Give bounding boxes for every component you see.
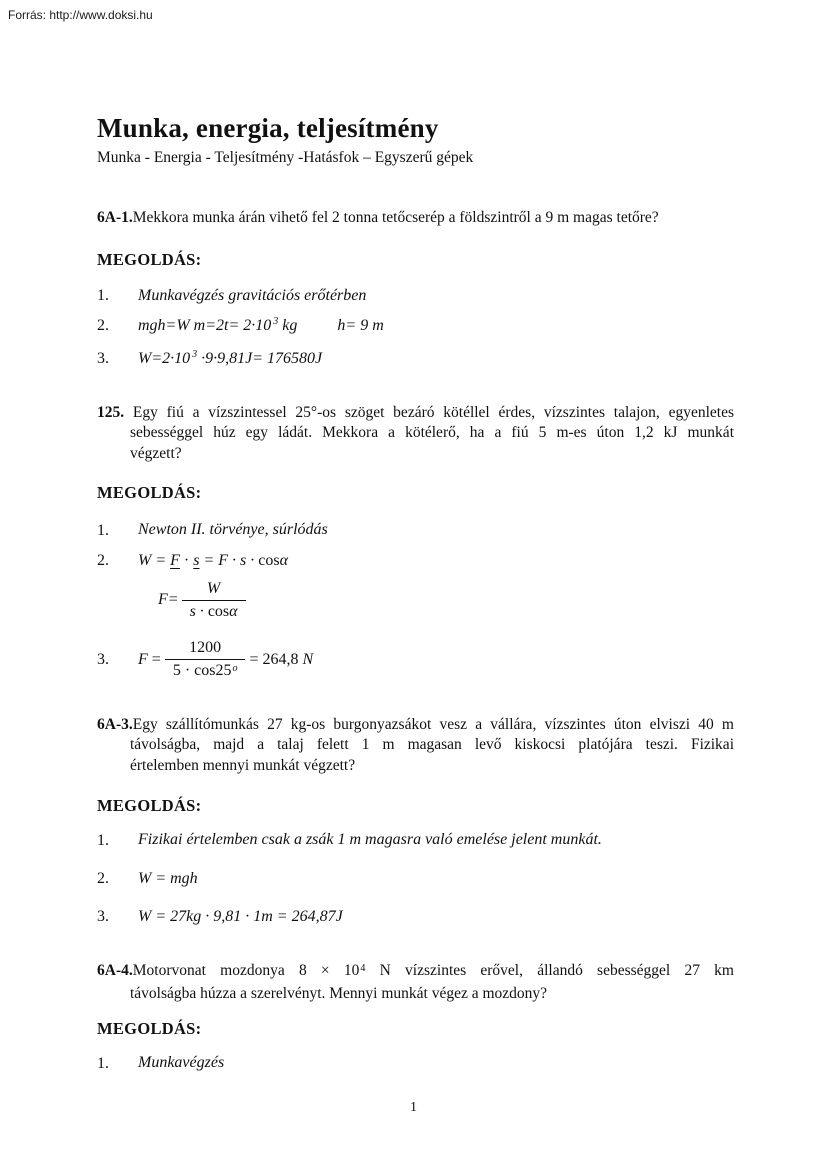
step-number: 3.: [97, 651, 109, 669]
problem-6a3-line-1: [97, 715, 734, 736]
equals-sign: =: [151, 651, 161, 669]
problem-6a4-label: 6A-4.: [97, 962, 133, 980]
solution-2-step-2: [97, 551, 734, 571]
formula-mgh: mgh=W m=2t= 2·10: [138, 316, 272, 334]
den-cos25: 5 · cos25: [172, 661, 232, 679]
fraction-denominator: [165, 660, 246, 683]
step-number: 2.: [97, 551, 109, 569]
step-number: 1.: [97, 521, 109, 539]
fraction: [182, 579, 246, 622]
problem-6a4-line-2: távolságba húzza a szerelvényt. Mennyi munkát végez a mozdony?: [130, 984, 548, 1002]
problem-125-question-l1: Egy fiú a vízszintessel 25°-os szöget bezáró kötéllel érdes, vízszintes talajon, egyenletes: [132, 403, 734, 421]
problem-6a4: [97, 961, 734, 1004]
solution-heading-4: MEGOLDÁS:: [97, 1019, 202, 1039]
solution-heading-2: MEGOLDÁS:: [97, 483, 202, 503]
step-number: 1.: [97, 831, 109, 849]
alpha-symbol: α: [229, 602, 238, 620]
exponent: 3: [273, 315, 279, 327]
problem-6a3-line-2: távolságba, majd a talaj felett 1 m magasan levő kiskocsi platójára teszi. Fizikai: [130, 736, 734, 754]
page-subtitle: Munka - Energia - Teljesítmény -Hatásfok – Egyszerű gépek: [97, 149, 474, 166]
step-number: 3.: [97, 908, 109, 926]
problem-6a3: [97, 715, 734, 777]
solution-3-step-2: [97, 869, 734, 889]
force-symbol: F: [138, 651, 148, 669]
problem-6a1: [97, 208, 734, 229]
problem-6a4-question-l1b: N vízszintes erővel, állandó sebességgel 27 km: [365, 962, 734, 980]
step-text: Munkavégzés: [138, 1054, 225, 1072]
solution-heading-3: MEGOLDÁS:: [97, 796, 202, 816]
step-number: 2.: [97, 317, 109, 335]
step-number: 2.: [97, 870, 109, 888]
newton-unit: N: [302, 651, 314, 669]
step-text: Munkavégzés gravitációs erőtérben: [138, 286, 367, 304]
problem-6a1-label: 6A-1.: [97, 209, 133, 226]
fraction-lhs: F=: [158, 591, 179, 609]
solution-1-step-2: [97, 316, 734, 338]
fraction: [165, 638, 246, 683]
solution-2-step-3: [97, 638, 734, 683]
formula-w-result: W = 27kg · 9,81 · 1m = 264,87J: [138, 908, 343, 926]
solution-2-step-1: [97, 520, 734, 540]
problem-6a4-line-1: [97, 961, 734, 984]
formula-force-fraction: [97, 579, 734, 622]
problem-125-label: 125.: [97, 403, 125, 421]
formula-work-b: ·9·9,81J= 176580J: [197, 349, 323, 367]
problem-6a4-question-l1a: Motorvonat mozdonya 8 × 10: [132, 962, 360, 980]
step-number: 1.: [97, 286, 109, 304]
result-value: = 264,8: [249, 651, 299, 669]
problem-6a3-line-3: értelemben mennyi munkát végzett?: [130, 756, 356, 774]
step-number: 3.: [97, 350, 109, 368]
solution-3-step-1: [97, 830, 734, 850]
problem-6a3-label: 6A-3.: [97, 715, 133, 733]
alpha-symbol: α: [279, 551, 288, 569]
vector-F: F: [170, 551, 180, 569]
fraction-numerator: W: [182, 579, 246, 601]
cos-label: cos: [207, 602, 230, 620]
fraction-numerator: 1200: [165, 638, 246, 660]
formula-w-eq: W =: [138, 551, 171, 569]
problem-125-line-3: végzett?: [130, 444, 182, 462]
formula-height: h= 9 m: [337, 316, 384, 334]
formula-work-a: W=2·10: [138, 349, 191, 367]
source-url-line: Forrás: http://www.doksi.hu: [8, 8, 153, 22]
problem-6a1-question-text: Mekkora munka árán vihető fel 2 tonna tetőcserép a földszintről a 9 m magas tetőre?: [132, 209, 659, 226]
solution-1-step-3: [97, 349, 734, 371]
step-text: Newton II. törvénye, súrlódás: [138, 521, 328, 539]
page-title: Munka, energia, teljesítmény: [97, 113, 439, 143]
exponent: 4: [360, 963, 366, 975]
vector-s: s: [193, 551, 200, 569]
exponent: 3: [192, 348, 198, 360]
problem-6a1-question: [97, 208, 734, 229]
formula-kg: kg: [278, 316, 298, 334]
problem-125: [97, 403, 734, 465]
solution-1-step-1: [97, 286, 734, 306]
problem-6a3-question-l1: Egy szállítómunkás 27 kg-os burgonyazsákot vesz a vállára, vízszintes úton elviszi 40 m: [132, 715, 734, 733]
den-s: s ·: [189, 602, 208, 620]
solution-3-step-3: [97, 907, 734, 927]
formula-mid: = F · s ·: [199, 551, 259, 569]
step-number: 1.: [97, 1054, 109, 1072]
cos-label: cos: [258, 551, 280, 569]
solution-4-step-1: [97, 1053, 734, 1073]
solution-heading-1: MEGOLDÁS:: [97, 249, 202, 269]
document-content: [97, 0, 734, 1074]
step-text: Fizikai értelemben csak a zsák 1 m magasra való emelése jelent munkát.: [138, 831, 602, 849]
degree-exponent: o: [232, 662, 238, 674]
fraction-denominator: [182, 601, 246, 622]
page-number: 1: [410, 1100, 417, 1115]
dot-operator: ·: [179, 551, 194, 569]
formula-w-mgh: W = mgh: [138, 869, 198, 887]
problem-125-line-1: [97, 403, 734, 424]
problem-125-line-2: sebességgel húz egy ládát. Mekkora a kötélerő, ha a fiú 5 m-es úton 1,2 kJ munkát: [130, 424, 734, 442]
